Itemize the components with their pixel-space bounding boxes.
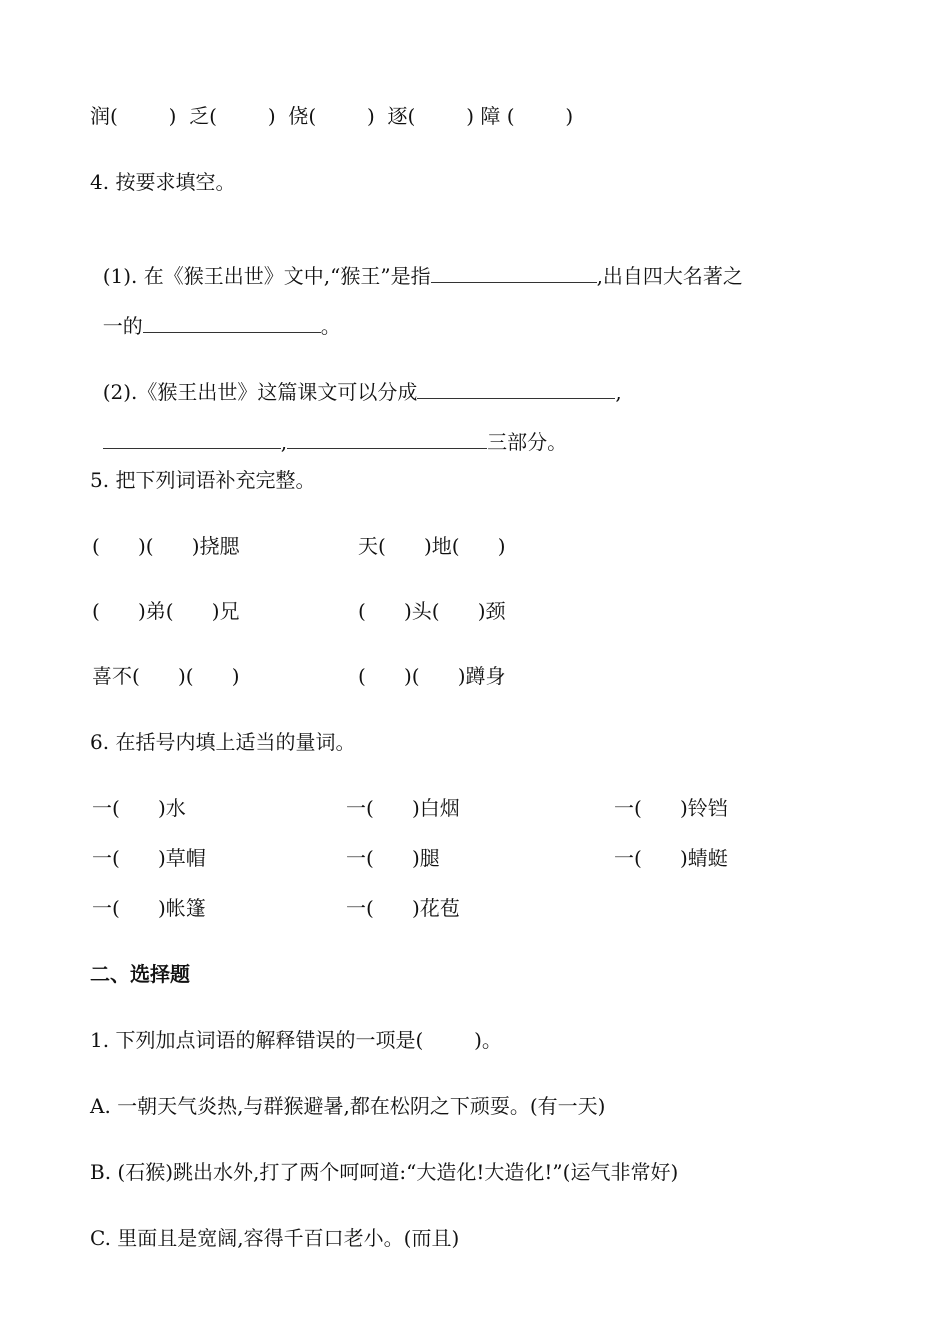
fill-blank[interactable]: [431, 262, 597, 283]
q6-item: 一( )铃铛: [614, 796, 728, 820]
q4-item2-end: 三部分。: [487, 430, 568, 454]
question-6-title: 6. 在括号内填上适当的量词。: [90, 730, 356, 754]
question-4-title: 4. 按要求填空。: [90, 170, 236, 194]
q4-item2-text-b: ,: [615, 380, 622, 404]
q4-item2-text-a: (2).《猴王出世》这篇课文可以分成: [102, 380, 418, 404]
q6-item: 一( )蜻蜓: [614, 846, 728, 870]
q6-item: 一( )腿: [346, 846, 440, 870]
option-b[interactable]: B. (石猴)跳出水外,打了两个呵呵道:“大造化!大造化!”(运气非常好): [90, 1160, 679, 1184]
q4-item1-text-b: ,出自四大名著之: [596, 264, 743, 288]
q4-item2-line2: [90, 400, 567, 456]
q5-phrase: ( )( )蹲身: [358, 664, 506, 688]
q4-item1-text-d: 。: [320, 314, 341, 338]
pinyin-row: 润( ) 乏( ) 侥( ) 逐( ) 障 ( ): [90, 104, 574, 128]
q5-phrase: ( )头( )颈: [358, 599, 506, 623]
q4-item1-line2: [90, 284, 341, 340]
question-5-title: 5. 把下列词语补充完整。: [90, 468, 316, 492]
q4-item1-text-a: (1). 在《猴王出世》文中,“猴王”是指: [102, 264, 431, 288]
q5-phrase: 天( )地( ): [358, 534, 506, 558]
option-c[interactable]: C. 里面且是宽阔,容得千百口老小。(而且): [90, 1226, 460, 1250]
q6-item: 一( )草帽: [92, 846, 206, 870]
fill-blank[interactable]: [143, 312, 321, 333]
q6-item: 一( )花苞: [346, 896, 460, 920]
q4-item2-sep: ,: [280, 430, 288, 454]
fill-blank[interactable]: [103, 428, 281, 449]
q5-phrase: 喜不( )( ): [92, 664, 240, 688]
fill-blank[interactable]: [417, 378, 615, 399]
q4-item2-line1: [90, 350, 622, 406]
option-a[interactable]: A. 一朝天气炎热,与群猴避暑,都在松阴之下顽耍。(有一天): [90, 1094, 606, 1118]
section2-question-1: 1. 下列加点词语的解释错误的一项是( )。: [90, 1028, 502, 1052]
q6-item: 一( )帐篷: [92, 896, 206, 920]
fill-blank[interactable]: [287, 428, 487, 449]
q4-item1-line1: [90, 234, 743, 290]
q4-item1-text-c: 一的: [102, 314, 143, 338]
q5-phrase: ( )弟( )兄: [92, 599, 240, 623]
q6-item: 一( )白烟: [346, 796, 460, 820]
section-2-title: 二、选择题: [90, 962, 190, 986]
q5-phrase: ( )( )挠腮: [92, 534, 240, 558]
q6-item: 一( )水: [92, 796, 186, 820]
